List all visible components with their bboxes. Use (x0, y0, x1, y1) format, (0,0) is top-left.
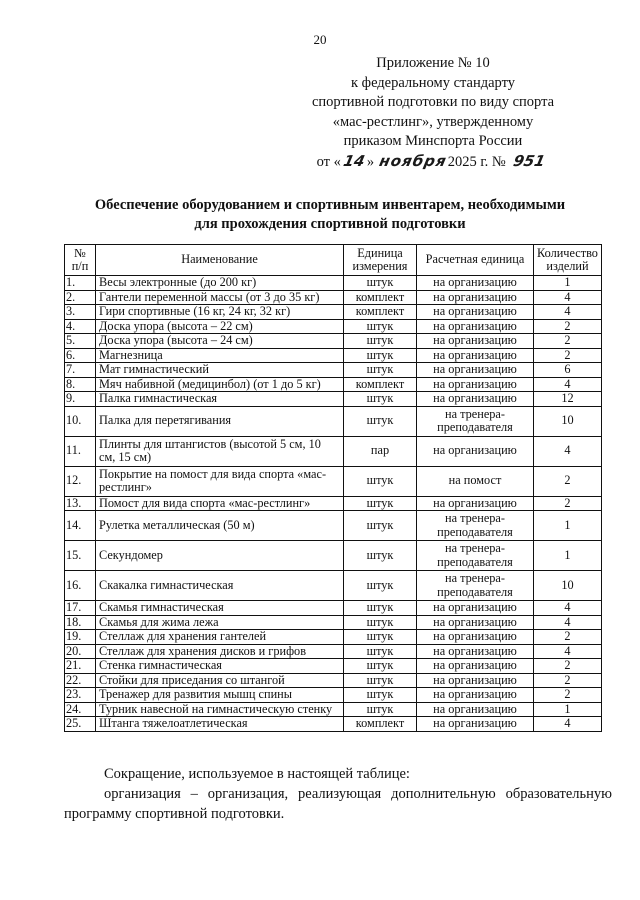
table-row (65, 276, 602, 291)
appendix-line-3: спортивной подготовки по виду спорта (311, 94, 555, 110)
row-qty: 4 (534, 615, 602, 630)
row-unit: штук (344, 615, 417, 630)
row-name: Скамья гимнастическая (96, 601, 344, 616)
row-num: 9. (65, 392, 96, 407)
row-unit: штук (344, 571, 417, 601)
row-unit: штук (344, 659, 417, 674)
row-qty: 2 (534, 688, 602, 703)
table-row (65, 290, 602, 305)
table-row (65, 659, 602, 674)
row-num: 4. (65, 319, 96, 334)
row-unit: штук (344, 496, 417, 511)
row-unit: комплект (344, 377, 417, 392)
row-unit: комплект (344, 305, 417, 320)
row-unit: штук (344, 406, 417, 436)
row-name: Доска упора (высота – 22 см) (96, 319, 344, 334)
row-unit: штук (344, 334, 417, 349)
row-qty: 4 (534, 377, 602, 392)
row-unit: штук (344, 644, 417, 659)
row-calc: на организацию (417, 377, 534, 392)
row-calc: на организацию (417, 363, 534, 378)
appendix-line-4: «мас-рестлинг», утвержденному (332, 113, 534, 130)
row-calc: на организацию (417, 334, 534, 349)
row-qty: 2 (534, 334, 602, 349)
header-name: Наименование (96, 245, 344, 276)
order-day-handwritten: 14 (341, 151, 367, 170)
row-calc: на тренера-преподавателя (417, 511, 534, 541)
row-num: 15. (65, 541, 96, 571)
row-num: 13. (65, 496, 96, 511)
row-calc: на организацию (417, 348, 534, 363)
table-row (65, 406, 602, 436)
row-name: Покрытие на помост для вида спорта «мас-рестлинг» (96, 466, 344, 496)
row-qty: 4 (534, 290, 602, 305)
row-num: 20. (65, 644, 96, 659)
footnote-line-1: организация – организация, реализующая дополнительную образовательную (104, 786, 612, 802)
row-calc: на организацию (417, 436, 534, 466)
row-qty: 4 (534, 644, 602, 659)
row-calc: на организацию (417, 644, 534, 659)
row-num: 3. (65, 305, 96, 320)
row-name: Плинты для штангистов (высотой 5 см, 10 см, 15 см) (96, 436, 344, 466)
row-num: 22. (65, 673, 96, 688)
header-qty: Количество изделий (534, 245, 602, 276)
row-qty: 10 (534, 406, 602, 436)
row-qty: 2 (534, 630, 602, 645)
table-row (65, 601, 602, 616)
row-num: 25. (65, 717, 96, 732)
row-num: 6. (65, 348, 96, 363)
row-calc: на организацию (417, 688, 534, 703)
row-calc: на организацию (417, 659, 534, 674)
row-num: 10. (65, 406, 96, 436)
row-calc: на организацию (417, 290, 534, 305)
appendix-line-1: Приложение № 10 (376, 55, 490, 71)
row-qty: 2 (534, 466, 602, 496)
table-row (65, 363, 602, 378)
table-row (65, 334, 602, 349)
row-qty: 4 (534, 601, 602, 616)
row-qty: 2 (534, 319, 602, 334)
table-row (65, 615, 602, 630)
table-row (65, 688, 602, 703)
order-line (288, 152, 578, 173)
row-qty: 1 (534, 541, 602, 571)
row-unit: штук (344, 511, 417, 541)
title-line-2: для прохождения спортивной подготовки (194, 216, 466, 232)
row-calc: на тренера-преподавателя (417, 541, 534, 571)
table-header-row (65, 245, 602, 276)
row-name: Помост для вида спорта «мас-рестлинг» (96, 496, 344, 511)
row-unit: штук (344, 541, 417, 571)
row-unit: штук (344, 466, 417, 496)
order-number-handwritten: 951 (511, 151, 548, 170)
header-num: № п/п (65, 245, 96, 276)
row-name: Стеллаж для хранения гантелей (96, 630, 344, 645)
table-row (65, 436, 602, 466)
row-num: 17. (65, 601, 96, 616)
row-qty: 6 (534, 363, 602, 378)
row-name: Палка для перетягивания (96, 406, 344, 436)
row-qty: 12 (534, 392, 602, 407)
row-name: Скамья для жима лежа (96, 615, 344, 630)
row-qty: 4 (534, 717, 602, 732)
equipment-table (64, 244, 602, 732)
appendix-line-5: приказом Минспорта России (343, 133, 523, 149)
row-unit: штук (344, 363, 417, 378)
row-calc: на организацию (417, 702, 534, 717)
row-qty: 2 (534, 496, 602, 511)
row-num: 24. (65, 702, 96, 717)
footnote-line-2: программу спортивной подготовки. (64, 806, 285, 822)
row-name: Тренажер для развития мышц спины (96, 688, 344, 703)
table-row (65, 644, 602, 659)
row-calc: на организацию (417, 615, 534, 630)
row-calc: на организацию (417, 496, 534, 511)
row-name: Весы электронные (до 200 кг) (96, 276, 344, 291)
footnote (64, 764, 612, 824)
row-unit: штук (344, 348, 417, 363)
table-row (65, 717, 602, 732)
table-row (65, 673, 602, 688)
row-name: Секундомер (96, 541, 344, 571)
table-row (65, 541, 602, 571)
row-calc: на организацию (417, 392, 534, 407)
row-name: Гири спортивные (16 кг, 24 кг, 32 кг) (96, 305, 344, 320)
row-num: 21. (65, 659, 96, 674)
row-unit: штук (344, 673, 417, 688)
row-name: Штанга тяжелоатлетическая (96, 717, 344, 732)
row-name: Рулетка металлическая (50 м) (96, 511, 344, 541)
table-row (65, 496, 602, 511)
row-name: Стойки для приседания со штангой (96, 673, 344, 688)
table-row (65, 377, 602, 392)
row-qty: 1 (534, 511, 602, 541)
row-qty: 4 (534, 305, 602, 320)
row-name: Гантели переменной массы (от 3 до 35 кг) (96, 290, 344, 305)
row-unit: штук (344, 319, 417, 334)
table-row (65, 702, 602, 717)
page-number: 20 (313, 32, 327, 47)
table-row (65, 571, 602, 601)
row-calc: на помост (417, 466, 534, 496)
title-line-1: Обеспечение оборудованием и спортивным инвентарем, необходимыми (94, 197, 566, 213)
row-qty: 4 (534, 436, 602, 466)
document-title (60, 196, 600, 234)
table-row (65, 305, 602, 320)
row-qty: 1 (534, 276, 602, 291)
row-name: Мяч набивной (медицинбол) (от 1 до 5 кг) (96, 377, 344, 392)
row-unit: штук (344, 276, 417, 291)
header-calc: Расчетная единица (417, 245, 534, 276)
row-name: Мат гимнастический (96, 363, 344, 378)
row-num: 11. (65, 436, 96, 466)
row-unit: штук (344, 392, 417, 407)
table-row (65, 319, 602, 334)
row-num: 7. (65, 363, 96, 378)
order-year: 2025 г. № (447, 153, 510, 170)
row-calc: на организацию (417, 717, 534, 732)
row-num: 5. (65, 334, 96, 349)
row-qty: 2 (534, 673, 602, 688)
table-row (65, 630, 602, 645)
row-unit: комплект (344, 290, 417, 305)
row-num: 23. (65, 688, 96, 703)
order-mid: » (366, 153, 378, 170)
row-num: 8. (65, 377, 96, 392)
row-num: 12. (65, 466, 96, 496)
row-num: 1. (65, 276, 96, 291)
row-num: 19. (65, 630, 96, 645)
row-unit: штук (344, 702, 417, 717)
appendix-line-2: к федеральному стандарту (351, 74, 515, 91)
row-calc: на организацию (417, 601, 534, 616)
row-num: 18. (65, 615, 96, 630)
row-calc: на организацию (417, 630, 534, 645)
row-calc: на организацию (417, 305, 534, 320)
order-month-handwritten: ноября (377, 151, 449, 170)
row-calc: на организацию (417, 276, 534, 291)
row-name: Стеллаж для хранения дисков и грифов (96, 644, 344, 659)
row-num: 16. (65, 571, 96, 601)
table-row (65, 348, 602, 363)
row-name: Стенка гимнастическая (96, 659, 344, 674)
footnote-heading: Сокращение, используемое в настоящей таблице: (104, 766, 410, 782)
row-unit: штук (344, 630, 417, 645)
row-num: 14. (65, 511, 96, 541)
header-unit: Единица измерения (344, 245, 417, 276)
order-prefix: от « (316, 153, 341, 170)
row-qty: 2 (534, 348, 602, 363)
appendix-header (288, 54, 578, 172)
row-unit: комплект (344, 717, 417, 732)
table-row (65, 511, 602, 541)
row-name: Турник навесной на гимнастическую стенку (96, 702, 344, 717)
row-calc: на организацию (417, 319, 534, 334)
row-unit: пар (344, 436, 417, 466)
row-qty: 2 (534, 659, 602, 674)
row-name: Доска упора (высота – 24 см) (96, 334, 344, 349)
row-unit: штук (344, 688, 417, 703)
table-row (65, 392, 602, 407)
row-name: Магнезница (96, 348, 344, 363)
row-calc: на тренера-преподавателя (417, 406, 534, 436)
table-row (65, 466, 602, 496)
row-unit: штук (344, 601, 417, 616)
row-name: Палка гимнастическая (96, 392, 344, 407)
row-calc: на организацию (417, 673, 534, 688)
row-qty: 1 (534, 702, 602, 717)
row-calc: на тренера-преподавателя (417, 571, 534, 601)
row-num: 2. (65, 290, 96, 305)
row-name: Скакалка гимнастическая (96, 571, 344, 601)
row-qty: 10 (534, 571, 602, 601)
